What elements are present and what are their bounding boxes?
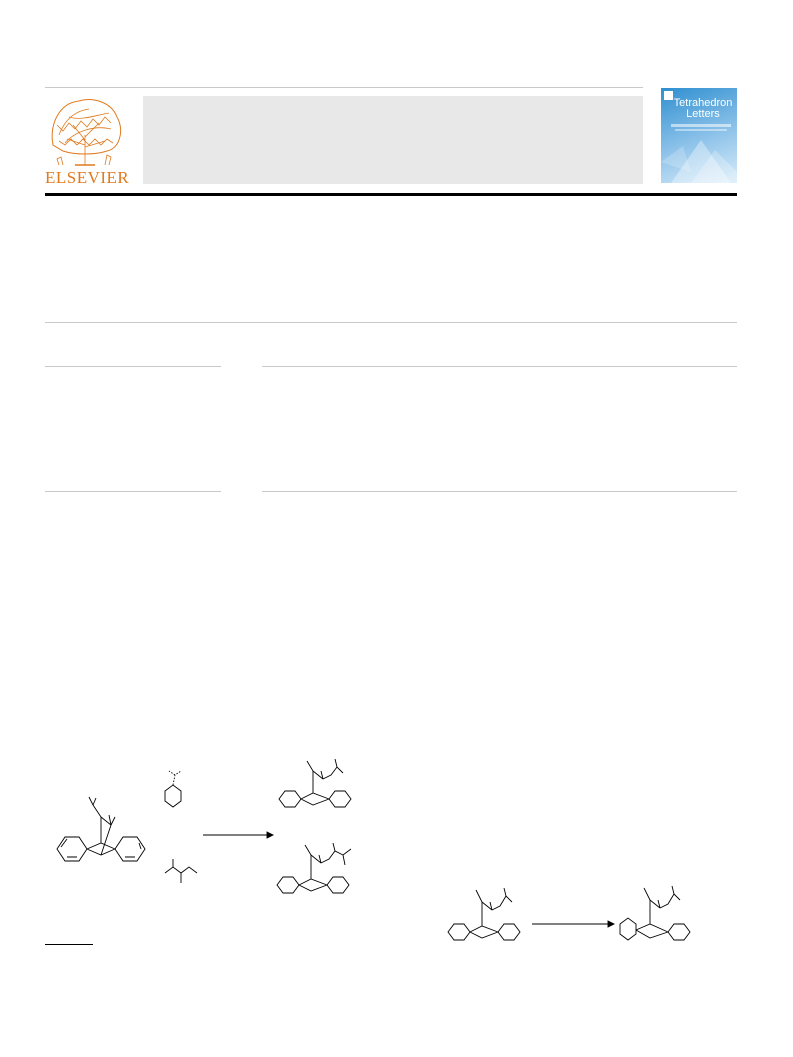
- left-column-top-rule: [45, 366, 221, 367]
- abstract-top-rule: [262, 366, 737, 367]
- article-info-divider: [45, 322, 737, 323]
- footnote-rule: [45, 944, 93, 945]
- scheme-2-figure: [440, 880, 700, 950]
- product-2-structure: [277, 843, 351, 893]
- reduced-product-structure: [620, 886, 690, 940]
- abstract-bottom-rule: [262, 491, 737, 492]
- cover-subtitle-line: [671, 124, 731, 127]
- header-thick-rule: [45, 193, 737, 196]
- starting-material-structure: [57, 797, 145, 861]
- cover-subtitle-line-2: [675, 129, 727, 131]
- amine-1-structure: [165, 771, 181, 807]
- header-top-rule: [45, 87, 643, 88]
- journal-cover-image: [661, 88, 737, 183]
- product-1-structure: [279, 759, 351, 807]
- cover-triangle-art: [661, 132, 737, 183]
- amine-2-structure: [165, 859, 197, 883]
- journal-banner: [143, 96, 643, 184]
- elsevier-tree-logo: [45, 95, 125, 167]
- adduct-structure: [448, 888, 520, 940]
- scheme-1-figure: [45, 755, 375, 905]
- left-column-bottom-rule: [45, 491, 221, 492]
- scheme-2-arrow: [532, 921, 614, 927]
- publisher-wordmark: ELSEVIER: [45, 168, 130, 187]
- cover-title: Tetrahedron Letters: [673, 97, 733, 120]
- scheme-1-arrow: [203, 832, 273, 838]
